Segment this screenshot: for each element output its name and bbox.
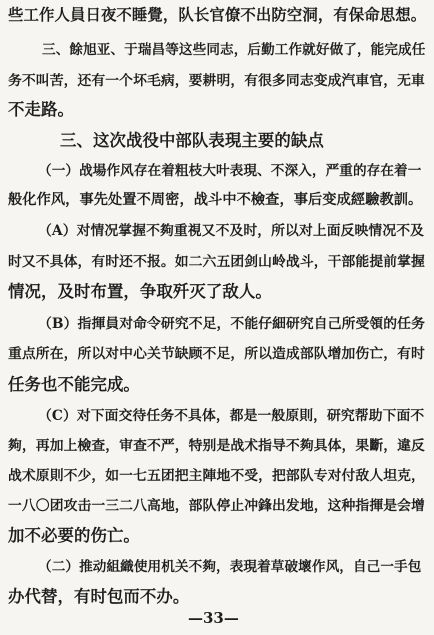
- text-line: （A）对情况掌握不夠重視又不及时，所以对上面反映情况不及: [38, 223, 425, 239]
- text-line: 三、餘旭亚、于瑞昌等这些同志，后勤工作就好做了，能完成任: [42, 42, 426, 58]
- text-line: 情况，及时布置，争取歼灭了敌人。: [8, 282, 272, 301]
- text-line: 夠，再加上檢查，审查不严，特别是战术指导不夠具体，果斷，違反: [8, 438, 425, 454]
- text-line: （C）对下面交待任务不具体，都是一般原則，研究帮助下面不: [38, 408, 425, 424]
- text-line: （B）指揮員对命令研究不足，不能仔細研究自己所受領的任务: [38, 316, 425, 332]
- text-line: 战术原則不少，如一七五团把主陣地不受，把部队专对付敌人坦克，: [8, 468, 425, 484]
- section-heading: 三、这次战役中部队表現主要的缺点: [60, 131, 324, 150]
- text-line: 重点所在，所以对中心关节缺顾不足，所以造成部队增加伤亡，有时: [8, 346, 425, 362]
- text-line: 加不必要的伤亡。: [8, 526, 140, 545]
- text-line: 任务也不能完成。: [8, 375, 140, 394]
- text-line: 些工作人員日夜不睡覺，队长官僚不出防空洞，有保命思想。: [8, 6, 427, 24]
- text-line: （二）推动組織使用机关不夠，表現着草破壞作风，自己一手包: [38, 559, 422, 575]
- text-line: 般化作风，事先处置不周密，战斗中不檢查，事后变成經驗教訓。: [8, 192, 423, 208]
- text-line: 时又不具体，有时还不报。如二六五团剑山岭战斗，干部能提前掌握: [8, 254, 425, 270]
- text-line: 一八〇团攻击一三二八高地，部队停止冲鋒出发地，这种指揮是会增: [8, 498, 425, 514]
- page-number: —33—: [188, 609, 239, 627]
- text-line: 办代替，有时包而不办。: [8, 587, 190, 606]
- text-line: （一）战場作风存在着粗枝大叶表現、不深入，严重的存在着一: [38, 163, 422, 179]
- text-line: 务不叫苦，还有一个坏毛病，要耕明，有很多同志变成汽車官，无車: [8, 73, 425, 89]
- text-line: 不走路。: [8, 100, 74, 119]
